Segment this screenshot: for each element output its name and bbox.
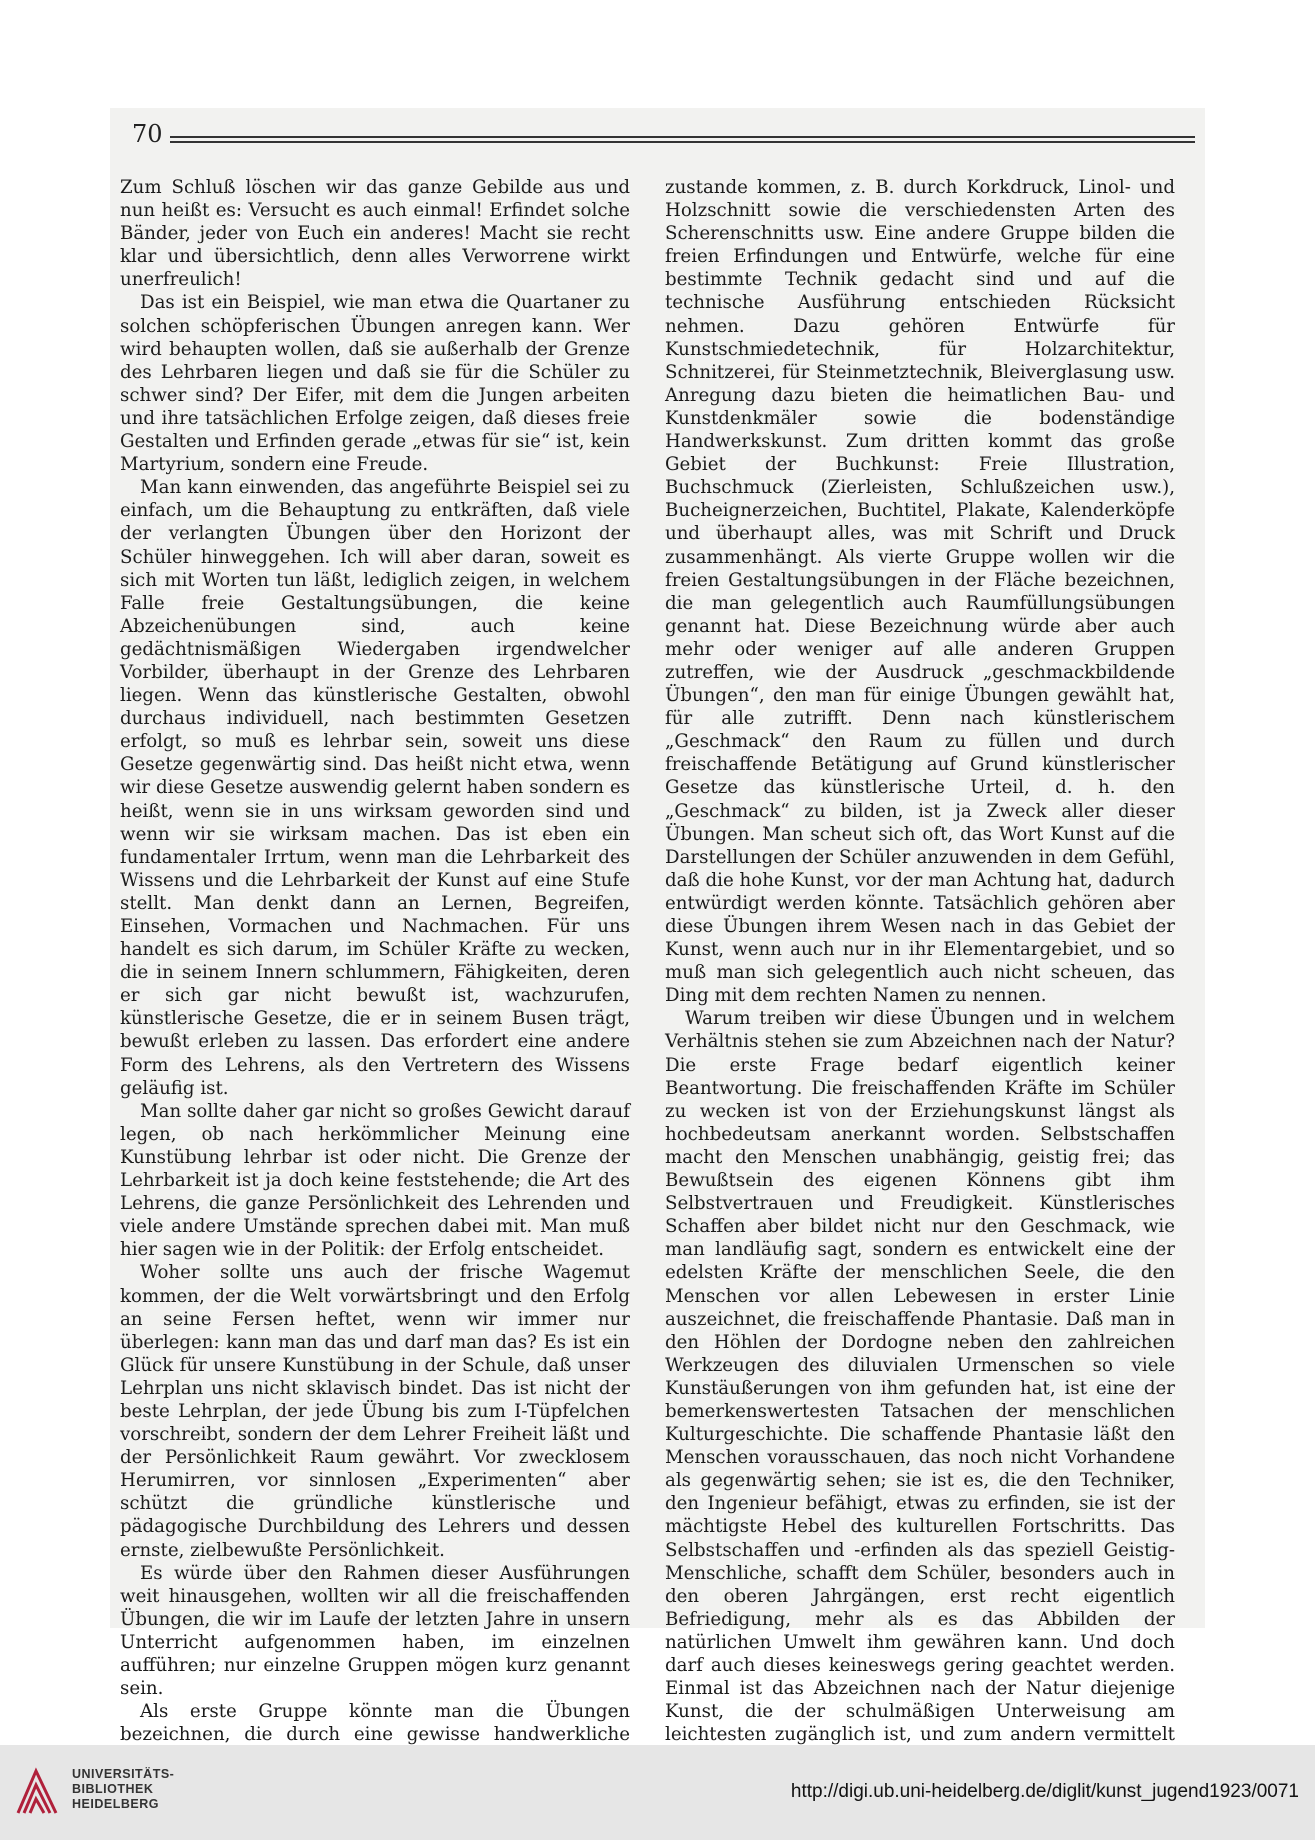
paragraph: Woher sollte uns auch der frische Wagemut kommen, der die Welt vorwärtsbringt und den Erfolg an seine Fersen heftet, wenn wir immer nur überlegen: kann man das und darf man das? Es ist ein Glück für unsere Kunstübung in der Schule, daß unser Lehrplan uns nicht sklavisch bindet. Das ist nicht der beste Lehrplan, der jede Übung bis zum I-Tüpfelchen vorschreibt, sondern der dem Lehrer Freiheit läßt und der Persönlichkeit Raum gewährt. Vor zwecklosem Herumirren, vor sinnlosen „Experimenten“ aber schützt die gründliche künstlerische und pädagogische Durchbildung des Lehrers und dessen ernste, zielbewußte Persönlichkeit. [120, 1262, 630, 1561]
paragraph: Zum Schluß löschen wir das ganze Gebilde aus und nun heißt es: Versucht es auch einmal! Erfindet solche Bänder, jeder von Euch ein anderes! Macht sie recht klar und übersichtlich, denn alles Verworrene wirkt unerfreulich! [120, 177, 630, 291]
paragraph: Warum treiben wir diese Übungen und in welchem Verhältnis stehen sie zum Abzeichnen nach der Natur? Die erste Frage bedarf eigentlich keiner Beantwortung. Die freischaffenden Kräfte im Schüler zu wecken ist von der Erziehungskunst längst als hochbedeutsam anerkannt worden. Selbstschaffen macht den Menschen unabhängig, geistig frei; das Bewußtsein des eigenen Könnens gibt ihm Selbstvertrauen und Freudigkeit. Künstlerisches Schaffen aber bildet nicht nur den Geschmack, wie man landläufig sagt, sondern es entwickelt eine der edelsten Kräfte der menschlichen Seele, die den Menschen vor allen Lebewesen in erster Linie auszeichnet, die freischaffende Phantasie. Daß man in den Höhlen der Dordogne neben den zahlreichen Werkzeugen des diluvialen Urmenschen so viele Kunstäußerungen von ihm gefunden hat, ist eine der bemerkenswertesten Tatsachen der menschlichen Kulturgeschichte. Die schaffende Phantasie läßt den Menschen vorausschauen, das noch nicht Vorhandene als gegenwärtig sehen; sie ist es, die den Techniker, den Ingenieur befähigt, etwas zu erfinden, sie ist der mächtigste Hebel des kulturellen Fortschritts. Das Selbstschaffen und -erfinden als das speziell Geistig-Menschliche, schafft dem Schüler, besonders auch in den oberen Jahrgängen, erst recht eigentlich Befriedigung, mehr als es das Abbilden der natürlichen Umwelt ihm gewähren kann. Und doch darf auch dieses keineswegs gering geachtet werden. Einmal ist das Abzeichnen nach der Natur diejenige Kunst, die der schulmäßigen Unterweisung am leichtesten zugänglich ist, und zum andern vermittelt [665, 1008, 1175, 1746]
university-library-name[interactable] [72, 1767, 174, 1812]
page-header [120, 118, 1195, 148]
paragraph: Als erste Gruppe könnte man die Übungen bezeichnen, die durch eine gewisse handwerkliche [120, 1701, 630, 1746]
paragraph: Das ist ein Beispiel, wie man etwa die Quartaner zu solchen schöpferischen Übungen anregen kann. Wer wird behaupten wollen, daß sie außerhalb der Grenze des Lehrbaren liegen und daß sie für die Schüler zu schwer sind? Der Eifer, mit dem die Jungen arbeiten und ihre tatsächlichen Erfolge zeigen, daß dieses freie Gestalten und Erfinden gerade „etwas für sie“ ist, kein Martyrium, sondern eine Freude. [120, 292, 630, 476]
header-rule [170, 136, 1195, 143]
logo-line: HEIDELBERG [72, 1797, 159, 1811]
paragraph: zustande kommen, z. B. durch Korkdruck, Linol- und Holzschnitt sowie die verschiedensten Arten des Scherenschnitts usw. Eine andere Gruppe bilden die freien Erfindungen und Entwürfe, welche für eine bestimmte Technik gedacht sind und auf die technische Ausführung entschieden Rücksicht nehmen. Dazu gehören Entwürfe für Kunstschmiedetechnik, für Holzarchitektur, Schnitzerei, für Steinmetztechnik, Bleiverglasung usw. Anregung dazu bieten die heimatlichen Bau- und Kunstdenkmäler sowie die bodenständige Handwerkskunst. Zum dritten kommt das große Gebiet der Buchkunst: Freie Illustration, Buchschmuck (Zierleisten, Schlußzeichen usw.), Bucheignerzeichen, Buchtitel, Plakate, Kalenderköpfe und überhaupt alles, was mit Schrift und Druck zusammenhängt. Als vierte Gruppe wollen wir die freien Gestaltungsübungen in der Fläche bezeichnen, die man gelegentlich auch Raumfüllungsübungen genannt hat. Diese Bezeichnung würde aber auch mehr oder weniger auf alle anderen Gruppen zutreffen, wie der Ausdruck „geschmackbildende Übungen“, den man für einige Übungen gewählt hat, für alle zutrifft. Denn nach künstlerischem „Geschmack“ den Raum zu füllen und durch freischaffende Betätigung auf Grund künstlerischer Gesetze das künstlerische Urteil, d. h. den „Geschmack“ zu bilden, ist ja Zweck aller dieser Übungen. Man scheut sich oft, das Wort Kunst auf die Darstellungen der Schüler anzuwenden in dem Gefühl, daß die hohe Kunst, vor der man Achtung hat, dadurch entwürdigt werden könnte. Tatsächlich gehören aber diese Übungen ihrem Wesen nach in das Gebiet der Kunst, wenn auch nur in ihr Elementargebiet, und so muß man sich gelegentlich auch nicht scheuen, das Ding mit dem rechten Namen zu nennen. [665, 177, 1175, 1007]
footer-bar [0, 1745, 1315, 1840]
logo-line: BIBLIOTHEK [72, 1782, 154, 1796]
university-library-logo-icon[interactable] [14, 1765, 60, 1817]
paragraph: Man kann einwenden, das angeführte Beispiel sei zu einfach, um die Behauptung zu entkräften, daß viele der verlangten Übungen über den Horizont der Schüler hinweggehen. Ich will aber daran, soweit es sich mit Worten tun läßt, lediglich zeigen, in welchem Falle freie Gestaltungsübungen, die keine Abzeichenübungen sind, auch keine gedächtnismäßigen Wiedergaben irgendwelcher Vorbilder, überhaupt in der Grenze des Lehrbaren liegen. Wenn das künstlerische Gestalten, obwohl durchaus individuell, nach bestimmten Gesetzen erfolgt, so muß es lehrbar sein, soweit uns diese Gesetze gegenwärtig sind. Das heißt nicht etwa, wenn wir diese Gesetze auswendig gelernt haben sondern es heißt, wenn sie in uns wirksam geworden sind und wenn wir sie wirksam machen. Das ist eben ein fundamentaler Irrtum, wenn man die Lehrbarkeit des Wissens und die Lehrbarkeit der Kunst auf eine Stufe stellt. Man denkt dann an Lernen, Begreifen, Einsehen, Vormachen und Nachmachen. Für uns handelt es sich darum, im Schüler Kräfte zu wecken, die in seinem Innern schlummern, Fähigkeiten, deren er sich gar nicht bewußt ist, wachzurufen, künstlerische Gesetze, die er in seinem Busen trägt, bewußt erleben zu lassen. Das erfordert eine andere Form des Lehrens, als den Vertretern des Wissens geläufig ist. [120, 477, 630, 1099]
right-column [665, 176, 1175, 1746]
paragraph: Es würde über den Rahmen dieser Ausführungen weit hinausgehen, wollten wir all die freischaffenden Übungen, die wir im Laufe der letzten Jahre in unsern Unterricht aufgenommen haben, im einzelnen aufführen; nur einzelne Gruppen mögen kurz genannt sein. [120, 1562, 630, 1700]
logo-line: UNIVERSITÄTS- [72, 1767, 175, 1781]
page-number: 70 [132, 120, 163, 148]
permalink-url[interactable]: http://digi.ub.uni-heidelberg.de/diglit/kunst_jugend1923/0071 [790, 1781, 1299, 1802]
paragraph: Man sollte daher gar nicht so großes Gewicht darauf legen, ob nach herkömmlicher Meinung eine Kunstübung lehrbar ist oder nicht. Die Grenze der Lehrbarkeit ist ja doch keine feststehende; die Art des Lehrens, die ganze Persönlichkeit des Lehrenden und viele andere Umstände sprechen dabei mit. Man muß hier sagen wie in der Politik: der Erfolg entscheidet. [120, 1100, 630, 1261]
left-column [120, 176, 630, 1746]
document-page [110, 108, 1205, 1746]
